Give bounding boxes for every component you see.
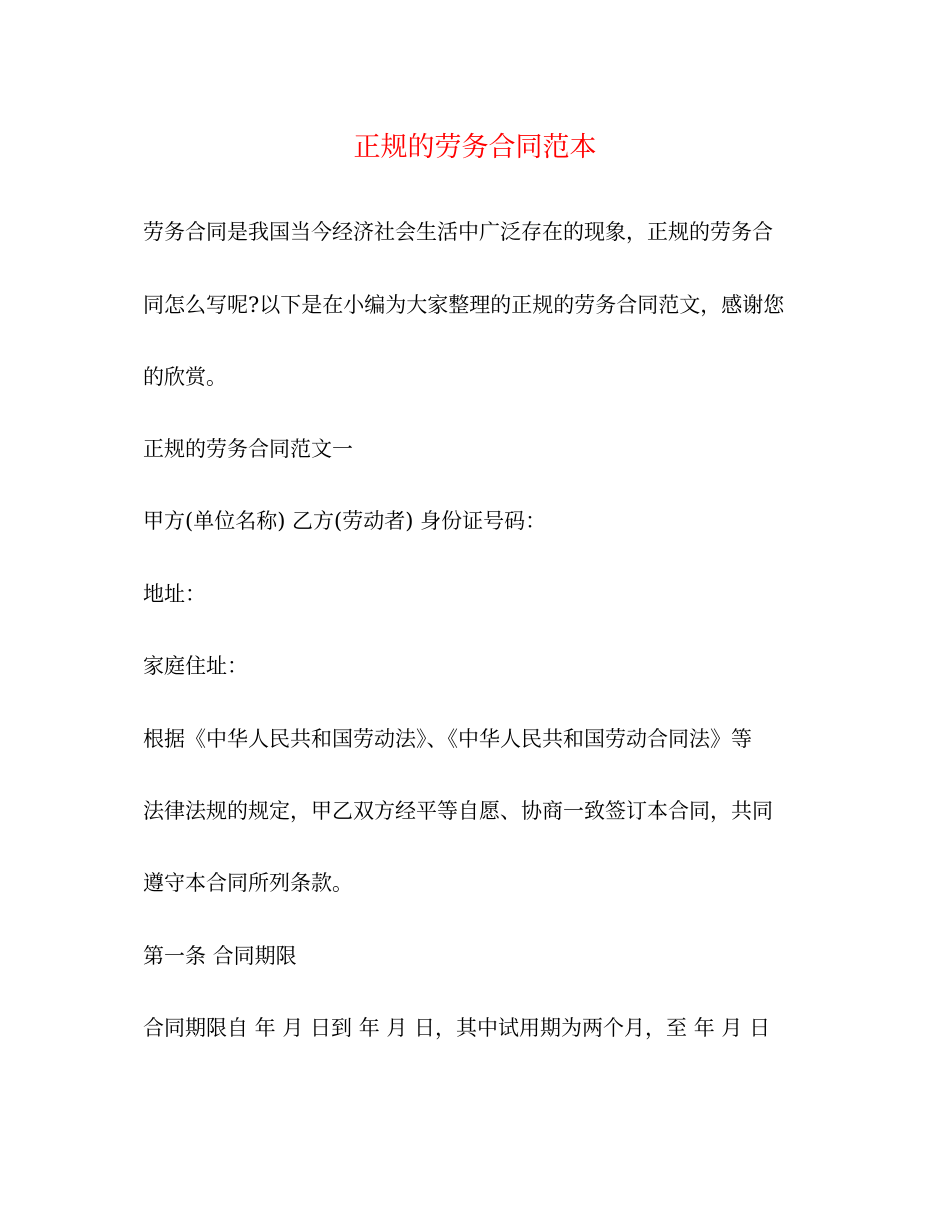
basis-line-1: 根据《中华人民共和国劳动法》、《中华人民共和国劳动合同法》等 xyxy=(143,727,752,751)
intro-line-1: 劳务合同是我国当今经济社会生活中广泛存在的现象，正规的劳务合 xyxy=(143,220,773,244)
party-line: 甲方(单位名称) 乙方(劳动者) 身份证号码： xyxy=(143,509,547,533)
section-heading: 正规的劳务合同范文一 xyxy=(143,437,353,461)
basis-line-2: 法律法规的规定，甲乙双方经平等自愿、协商一致签订本合同，共同 xyxy=(143,799,773,823)
intro-line-2: 同怎么写呢?以下是在小编为大家整理的正规的劳务合同范文，感谢您 xyxy=(143,293,785,317)
document-title: 正规的劳务合同范本 xyxy=(353,132,597,163)
home-address-line: 家庭住址： xyxy=(143,654,248,678)
article-1-heading: 第一条 合同期限 xyxy=(143,944,297,968)
address-line: 地址： xyxy=(143,582,206,606)
basis-line-3: 遵守本合同所列条款。 xyxy=(143,871,353,895)
article-1-text: 合同期限自 年 月 日到 年 月 日，其中试用期为两个月，至 年 月 日 xyxy=(143,1016,771,1040)
intro-line-3: 的欣赏。 xyxy=(143,365,227,389)
